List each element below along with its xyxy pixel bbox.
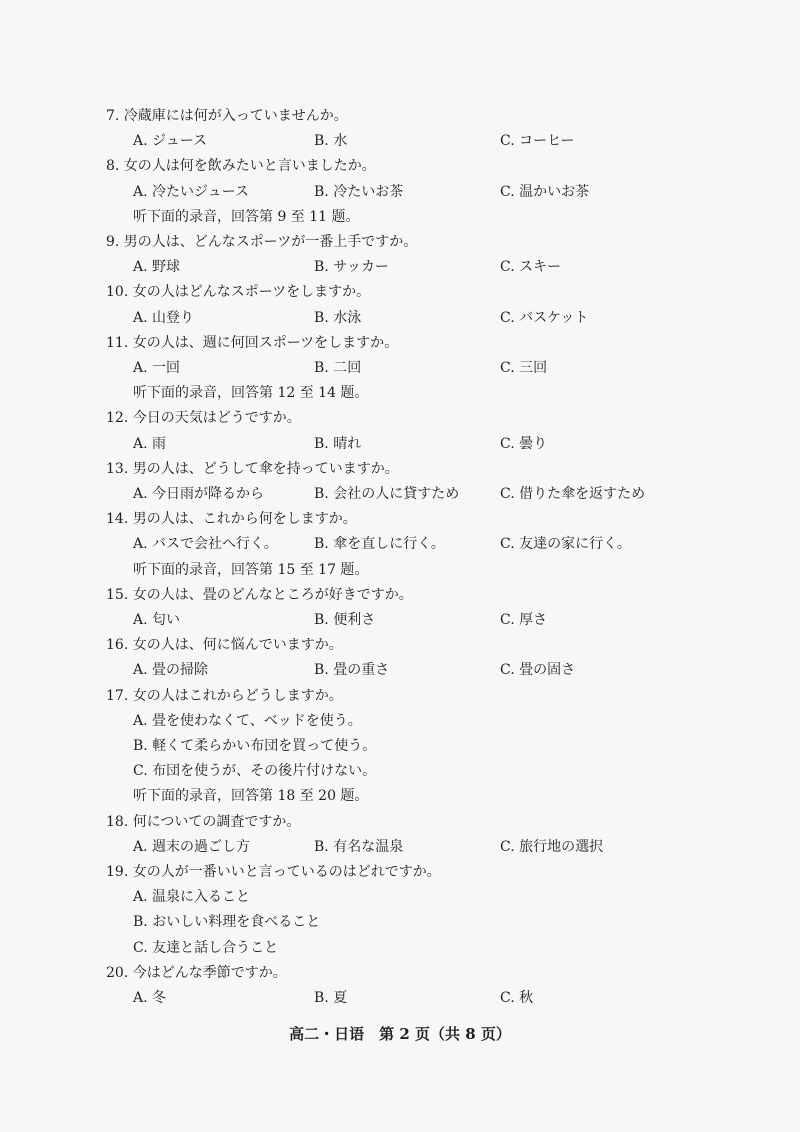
answer-options-row	[0, 835, 800, 859]
question-line	[0, 457, 800, 481]
option-a: A. バスで会社へ行く。	[133, 536, 278, 553]
answer-options-row	[0, 608, 800, 632]
answer-options-row	[0, 432, 800, 456]
question-line	[0, 280, 800, 304]
option-line	[0, 936, 800, 960]
option-c: C. 畳の固さ	[500, 662, 576, 679]
question-line	[0, 154, 800, 178]
question-text: 16. 女の人は、何に悩んでいますか。	[106, 637, 343, 654]
question-text: 12. 今日の天気はどうですか。	[106, 410, 301, 427]
question-text: 15. 女の人は、畳のどんなところが好きですか。	[106, 586, 413, 603]
answer-options-row	[0, 129, 800, 153]
question-line	[0, 633, 800, 657]
option-c: C. バスケット	[500, 309, 589, 326]
question-text: 10. 女の人はどんなスポーツをしますか。	[106, 284, 371, 301]
question-line	[0, 104, 800, 128]
question-text: 8. 女の人は何を飲みたいと言いましたか。	[106, 158, 376, 175]
option-a: A. 週末の過ごし方	[133, 838, 251, 855]
option-a: A. 冬	[133, 990, 167, 1006]
answer-option: A. 畳を使わなくて、ベッドを使う。	[133, 712, 362, 729]
question-line	[0, 860, 800, 884]
answer-option: C. 友達と話し合うこと	[133, 939, 279, 956]
option-c: C. スキー	[500, 259, 562, 276]
question-text: 18. 何についての調査ですか。	[106, 813, 301, 830]
option-line	[0, 885, 800, 909]
option-a: A. 今日雨が降るから	[133, 486, 265, 502]
option-b: B. 冷たいお茶	[314, 183, 404, 200]
question-line	[0, 684, 800, 708]
question-line	[0, 961, 800, 985]
option-line	[0, 910, 800, 934]
page-footer: 高二・日语 第 2 页（共 8 页）	[289, 1025, 511, 1043]
option-b: B. 夏	[314, 990, 348, 1006]
option-b: B. 晴れ	[314, 435, 362, 452]
option-a: A. ジュース	[133, 133, 208, 150]
answer-options-row	[0, 306, 800, 330]
question-line	[0, 810, 800, 834]
option-c: C. 三回	[500, 360, 548, 376]
instruction-line	[0, 558, 800, 582]
answer-options-row	[0, 180, 800, 204]
question-line	[0, 230, 800, 254]
listening-instruction: 听下面的录音，回答第 12 至 14 题。	[133, 385, 369, 402]
option-a: A. 冷たいジュース	[133, 183, 250, 200]
option-b: B. 便利さ	[314, 612, 376, 628]
option-c: C. 秋	[500, 990, 534, 1006]
answer-option: B. おいしい料理を食べること	[133, 914, 321, 931]
question-text: 20. 今はどんな季節ですか。	[106, 964, 287, 981]
option-line	[0, 734, 800, 758]
option-c: C. 友達の家に行く。	[500, 536, 631, 553]
option-a: A. 畳の掃除	[133, 662, 209, 679]
question-text: 9. 男の人は、どんなスポーツが一番上手ですか。	[106, 234, 418, 250]
question-text: 17. 女の人はこれからどうしますか。	[106, 687, 343, 704]
answer-options-row	[0, 532, 800, 556]
question-text: 14. 男の人は、これから何をしますか。	[106, 511, 357, 528]
option-a: A. 雨	[133, 435, 167, 452]
option-c: C. コーヒー	[500, 133, 575, 150]
instruction-line	[0, 784, 800, 808]
option-a: A. 匂い	[133, 612, 181, 628]
option-b: B. 水	[314, 133, 348, 150]
answer-option: B. 軽くて柔らかい布団を買って使う。	[133, 738, 377, 754]
option-a: A. 山登り	[133, 309, 195, 326]
listening-instruction: 听下面的录音，回答第 18 至 20 题。	[133, 788, 369, 805]
option-c: C. 温かいお茶	[500, 183, 590, 200]
option-b: B. 傘を直しに行く。	[314, 536, 445, 553]
question-line	[0, 331, 800, 355]
option-b: B. 二回	[314, 360, 362, 376]
answer-option: C. 布団を使うが、その後片付けない。	[133, 763, 377, 780]
question-text: 13. 男の人は、どうして傘を持っていますか。	[106, 460, 399, 477]
question-line	[0, 507, 800, 531]
answer-options-row	[0, 658, 800, 682]
question-text: 19. 女の人が一番いいと言っているのはどれですか。	[106, 864, 441, 880]
option-a: A. 野球	[133, 259, 181, 276]
answer-option: A. 温泉に入ること	[133, 889, 251, 906]
instruction-line	[0, 205, 800, 229]
option-c: C. 借りた傘を返すため	[500, 486, 646, 502]
option-line	[0, 759, 800, 783]
question-line	[0, 583, 800, 607]
question-text: 7. 冷蔵庫には何が入っていませんか。	[106, 108, 348, 124]
option-b: B. 畳の重さ	[314, 662, 390, 679]
option-a: A. 一回	[133, 360, 181, 376]
answer-options-row	[0, 255, 800, 279]
listening-instruction: 听下面的录音，回答第 15 至 17 题。	[133, 561, 369, 578]
answer-options-row	[0, 356, 800, 380]
option-b: B. 有名な温泉	[314, 838, 404, 855]
option-c: C. 旅行地の選択	[500, 838, 604, 855]
option-c: C. 厚さ	[500, 612, 548, 628]
listening-instruction: 听下面的录音，回答第 9 至 11 题。	[133, 208, 360, 225]
question-text: 11. 女の人は、週に何回スポーツをしますか。	[106, 334, 399, 351]
instruction-line	[0, 381, 800, 405]
option-c: C. 曇り	[500, 435, 548, 452]
option-line	[0, 709, 800, 733]
answer-options-row	[0, 986, 800, 1010]
question-line	[0, 406, 800, 430]
option-b: B. 会社の人に貸すため	[314, 486, 460, 502]
option-b: B. 水泳	[314, 309, 362, 326]
answer-options-row	[0, 482, 800, 506]
option-b: B. サッカー	[314, 259, 389, 276]
